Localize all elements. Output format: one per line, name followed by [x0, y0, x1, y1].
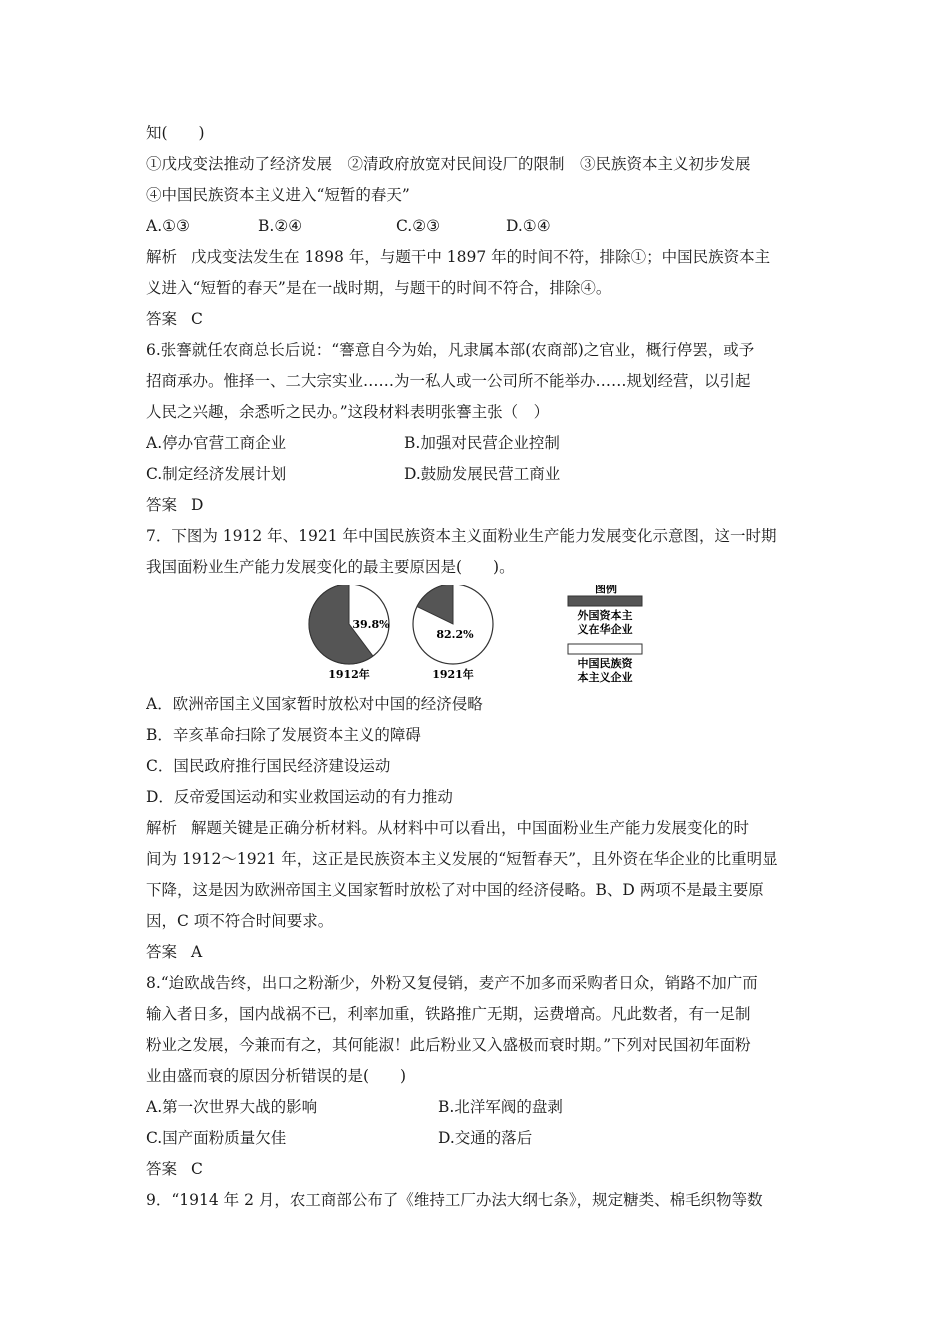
q8-answer — [146, 1154, 814, 1185]
q7-stem-1: 7．下图为 1912 年、1921 年中国民族资本主义面粉业生产能力发展变化示意图，这一时期 — [146, 527, 777, 545]
q8-option-b: B.北洋军阀的盘剥 — [438, 1098, 563, 1116]
q5-analysis-2: 义进入“短暂的春天”是在一战时期，与题干的时间不符合，排除④。 — [146, 279, 612, 297]
q8-stem-1: 8.“迨欧战告终，出口之粉渐少，外粉又复侵销，麦产不加多而采购者日众，销路不加广而 — [146, 974, 758, 992]
q5-statements-2: ④中国民族资本主义进入“短暂的春天” — [146, 186, 410, 204]
q6-option-d: D.鼓励发展民营工商业 — [404, 465, 561, 483]
pie-1921-year-label: 1921年 — [432, 668, 474, 681]
q6-options-row-1 — [146, 428, 814, 459]
legend-swatch-foreign — [568, 596, 642, 606]
legend-national-label-2: 本主义企业 — [577, 671, 633, 684]
q8-stem-2: 输入者日多，国内战祸不已，利率加重，铁路推广无期，运费增高。凡此数者，有一足制 — [146, 1005, 751, 1023]
q5-analysis-1: 解析 戊戌变法发生在 1898 年，与题干中 1897 年的时间不符，排除①；中国民族资本主 — [146, 242, 814, 273]
q7-option-b: B．辛亥革命扫除了发展资本主义的障碍 — [146, 726, 421, 744]
q6-option-c: C.制定经济发展计划 — [146, 465, 287, 483]
q6-stem-2: 招商承办。惟择一、二大宗实业……为一私人或一公司所不能举办……规划经营，以引起 — [146, 372, 751, 390]
pie-1921-percent-label: 82.2% — [436, 628, 474, 641]
q8-option-a: A.第一次世界大战的影响 — [146, 1098, 318, 1116]
legend-swatch-national — [568, 644, 642, 654]
q7-option-d: D．反帝爱国运动和实业救国运动的有力推动 — [146, 788, 453, 806]
q5-tail: 知( ) — [146, 124, 205, 142]
legend-national-label-1: 中国民族资 — [577, 657, 633, 670]
q6-options-row-2 — [146, 459, 814, 490]
analysis-label: 解析 — [146, 819, 178, 837]
q6-option-b: B.加强对民营企业控制 — [404, 434, 560, 452]
q8-stem-4: 业由盛而衰的原因分析错误的是( ) — [146, 1067, 407, 1085]
q5-option-d: D.①④ — [506, 217, 551, 235]
q6-option-a: A.停办官营工商企业 — [146, 434, 287, 452]
q5-answer-value: C — [191, 310, 203, 328]
q8-option-c: C.国产面粉质量欠佳 — [146, 1129, 287, 1147]
answer-label: 答案 — [146, 310, 178, 328]
answer-label: 答案 — [146, 1160, 178, 1178]
q5-options — [146, 211, 814, 242]
q7-stem-2: 我国面粉业生产能力发展变化的最主要原因是( )。 — [146, 558, 515, 576]
q7-analysis-1: 解析 解题关键是正确分析材料。从材料中可以看出，中国面粉业生产能力发展变化的时 — [146, 813, 814, 844]
pie-chart-figure — [146, 585, 814, 685]
q5-answer — [146, 304, 814, 335]
q7-analysis-2: 间为 1912～1921 年，这正是民族资本主义发展的“短暂春天”，且外资在华企业的比重明显 — [146, 850, 778, 868]
pie-1921 — [413, 585, 493, 664]
q7-answer-value: A — [191, 943, 203, 961]
q9-stem-1: 9．“1914 年 2 月，农工商部公布了《维持工厂办法大纲七条》，规定糖类、棉毛织物等数 — [146, 1191, 763, 1209]
q8-options-row-2 — [146, 1123, 814, 1154]
q5-statements-1: ①戊戌变法推动了经济发展 ②清政府放宽对民间设厂的限制 ③民族资本主义初步发展 — [146, 155, 751, 173]
q7-analysis-4: 因，C 项不符合时间要求。 — [146, 912, 334, 930]
q5-option-c: C.②③ — [396, 217, 441, 235]
q7-option-a: A．欧洲帝国主义国家暂时放松对中国的经济侵略 — [146, 695, 483, 713]
q6-stem-1: 6.张謇就任农商总长后说：“謇意自今为始，凡隶属本部(农商部)之官业，概行停罢，或予 — [146, 341, 755, 359]
q8-options-row-1 — [146, 1092, 814, 1123]
q7-analysis-3: 下降，这是因为欧洲帝国主义国家暂时放松了对中国的经济侵略。B、D 两项不是最主要原 — [146, 881, 764, 899]
q7-option-c: C．国民政府推行国民经济建设运动 — [146, 757, 391, 775]
pie-1912-year-label: 1912年 — [328, 668, 370, 681]
q8-option-d: D.交通的落后 — [438, 1129, 533, 1147]
legend-foreign-label-2: 义在华企业 — [577, 623, 633, 636]
q7-answer — [146, 937, 814, 968]
q5-option-a: A.①③ — [146, 217, 190, 235]
q8-answer-value: C — [191, 1160, 203, 1178]
pie-chart-svg — [146, 585, 814, 685]
q8-stem-3: 粉业之发展，今兼而有之，其何能淑！此后粉业又入盛极而衰时期。”下列对民国初年面粉 — [146, 1036, 751, 1054]
answer-label: 答案 — [146, 496, 178, 514]
answer-label: 答案 — [146, 943, 178, 961]
analysis-label: 解析 — [146, 248, 178, 266]
pie-1912-percent-label: 39.8% — [352, 618, 390, 631]
q6-stem-3: 人民之兴趣，余悉听之民办。”这段材料表明张謇主张（ ） — [146, 403, 550, 421]
document-page — [146, 118, 814, 1216]
legend-foreign-label-1: 外国资本主 — [577, 609, 633, 622]
q6-answer-value: D — [191, 496, 204, 514]
q6-answer — [146, 490, 814, 521]
legend-title: 图例 — [595, 585, 617, 595]
q5-option-b: B.②④ — [258, 217, 303, 235]
